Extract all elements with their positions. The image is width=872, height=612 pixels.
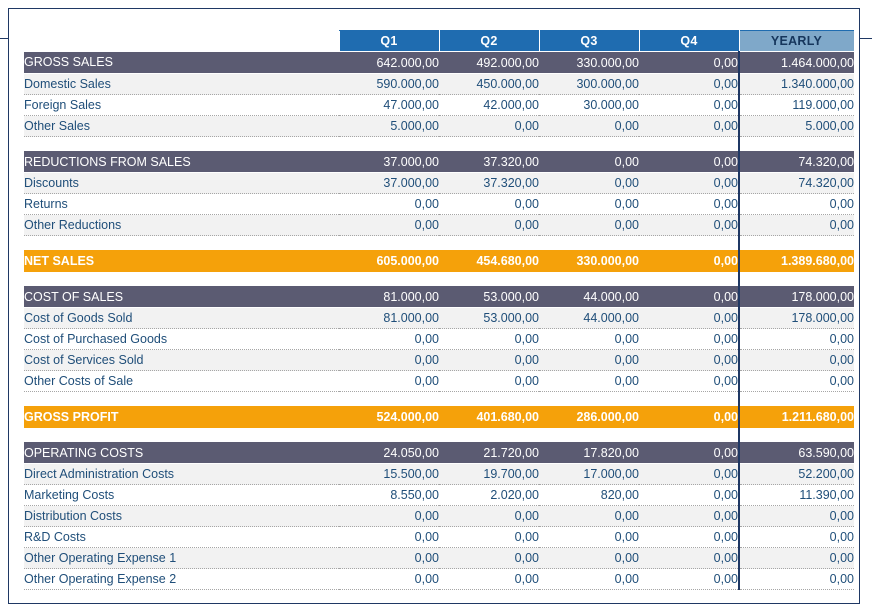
row-label: Other Reductions	[24, 215, 339, 236]
spacer-cell	[439, 236, 539, 251]
cell-q3[interactable]: 0,00	[539, 116, 639, 137]
table-row[interactable]	[24, 548, 854, 569]
row-label: Other Operating Expense 1	[24, 548, 339, 569]
cell-q4[interactable]: 0,00	[639, 286, 739, 308]
table-row[interactable]	[24, 506, 854, 527]
row-label: Other Sales	[24, 116, 339, 137]
cell-q1[interactable]: 0,00	[339, 215, 439, 236]
section-row[interactable]	[24, 286, 854, 308]
row-label: Marketing Costs	[24, 485, 339, 506]
page-rule-left	[0, 38, 9, 39]
table-row[interactable]	[24, 173, 854, 194]
cell-q2[interactable]: 21.720,00	[439, 442, 539, 464]
spacer-cell	[24, 428, 339, 442]
cell-q3[interactable]: 300.000,00	[539, 74, 639, 95]
spacer-cell	[339, 137, 439, 152]
cell-yearly[interactable]: 119.000,00	[739, 95, 854, 116]
cell-yearly[interactable]: 0,00	[739, 506, 854, 527]
spacer-cell	[539, 137, 639, 152]
cell-yearly[interactable]: 178.000,00	[739, 308, 854, 329]
cell-q1[interactable]: 0,00	[339, 527, 439, 548]
row-label: Cost of Goods Sold	[24, 308, 339, 329]
cell-q2[interactable]: 0,00	[439, 116, 539, 137]
table-row[interactable]	[24, 308, 854, 329]
cell-q3[interactable]: 0,00	[539, 527, 639, 548]
row-label: Foreign Sales	[24, 95, 339, 116]
section-row[interactable]	[24, 151, 854, 173]
spacer-cell	[439, 428, 539, 442]
cell-q3[interactable]: 286.000,00	[539, 406, 639, 428]
spacer-cell	[339, 428, 439, 442]
spacer-cell	[539, 272, 639, 286]
cell-q4[interactable]: 0,00	[639, 569, 739, 590]
cell-q1[interactable]: 8.550,00	[339, 485, 439, 506]
row-label: GROSS PROFIT	[24, 406, 339, 428]
cell-q2[interactable]: 53.000,00	[439, 286, 539, 308]
spacer-cell	[439, 392, 539, 407]
row-label: Discounts	[24, 173, 339, 194]
cell-q1[interactable]: 524.000,00	[339, 406, 439, 428]
cell-q2[interactable]: 2.020,00	[439, 485, 539, 506]
section-row[interactable]	[24, 442, 854, 464]
cell-yearly[interactable]: 0,00	[739, 569, 854, 590]
cell-q3[interactable]: 0,00	[539, 548, 639, 569]
table-row[interactable]	[24, 329, 854, 350]
cell-q1[interactable]: 15.500,00	[339, 464, 439, 485]
cell-yearly[interactable]: 0,00	[739, 194, 854, 215]
spacer-cell	[339, 392, 439, 407]
cell-q2[interactable]: 0,00	[439, 548, 539, 569]
cell-q1[interactable]: 0,00	[339, 350, 439, 371]
cell-q4[interactable]: 0,00	[639, 527, 739, 548]
spacer-cell	[539, 236, 639, 251]
cell-q1[interactable]: 0,00	[339, 329, 439, 350]
row-label: Distribution Costs	[24, 506, 339, 527]
table-body	[24, 52, 854, 590]
page-rule-right	[860, 38, 872, 39]
spacer-cell	[539, 428, 639, 442]
header-row	[24, 31, 854, 52]
spacer-row	[24, 272, 854, 286]
cell-q3[interactable]: 44.000,00	[539, 286, 639, 308]
cell-q2[interactable]: 0,00	[439, 350, 539, 371]
row-label: GROSS SALES	[24, 52, 339, 74]
section-row[interactable]	[24, 52, 854, 74]
spacer-row	[24, 236, 854, 251]
table-header	[24, 31, 854, 52]
column-header-yearly[interactable]: YEARLY	[739, 31, 854, 52]
row-label: Returns	[24, 194, 339, 215]
table-row[interactable]	[24, 74, 854, 95]
table-row[interactable]	[24, 527, 854, 548]
column-header-q2[interactable]: Q2	[439, 31, 539, 52]
table-row[interactable]	[24, 464, 854, 485]
cell-q2[interactable]: 0,00	[439, 194, 539, 215]
cell-q4[interactable]: 0,00	[639, 464, 739, 485]
spacer-cell	[539, 392, 639, 407]
spacer-cell	[24, 392, 339, 407]
cell-q2[interactable]: 0,00	[439, 371, 539, 392]
cell-yearly[interactable]: 0,00	[739, 371, 854, 392]
cell-yearly[interactable]: 0,00	[739, 215, 854, 236]
cell-q3[interactable]: 820,00	[539, 485, 639, 506]
cell-q4[interactable]: 0,00	[639, 116, 739, 137]
cell-q1[interactable]: 81.000,00	[339, 308, 439, 329]
cell-q2[interactable]: 454.680,00	[439, 250, 539, 272]
cell-q2[interactable]: 0,00	[439, 506, 539, 527]
cell-q1[interactable]: 37.000,00	[339, 173, 439, 194]
cell-yearly[interactable]: 11.390,00	[739, 485, 854, 506]
table-row[interactable]	[24, 194, 854, 215]
cell-yearly[interactable]: 0,00	[739, 329, 854, 350]
cell-q2[interactable]: 0,00	[439, 215, 539, 236]
cell-q1[interactable]: 0,00	[339, 194, 439, 215]
cell-q4[interactable]: 0,00	[639, 173, 739, 194]
cell-q1[interactable]: 605.000,00	[339, 250, 439, 272]
column-header-q3[interactable]: Q3	[539, 31, 639, 52]
spacer-cell	[639, 272, 739, 286]
total-row[interactable]	[24, 406, 854, 428]
table-row[interactable]	[24, 371, 854, 392]
cell-q3[interactable]: 330.000,00	[539, 52, 639, 74]
spacer-cell	[639, 137, 739, 152]
cell-q4[interactable]: 0,00	[639, 485, 739, 506]
cell-q3[interactable]: 17.000,00	[539, 464, 639, 485]
cell-q1[interactable]: 24.050,00	[339, 442, 439, 464]
cell-q3[interactable]: 330.000,00	[539, 250, 639, 272]
table-row[interactable]	[24, 569, 854, 590]
row-label: Cost of Purchased Goods	[24, 329, 339, 350]
cell-yearly[interactable]: 0,00	[739, 527, 854, 548]
cell-q2[interactable]: 19.700,00	[439, 464, 539, 485]
cell-q2[interactable]: 0,00	[439, 329, 539, 350]
cell-q3[interactable]: 44.000,00	[539, 308, 639, 329]
spacer-cell	[24, 137, 339, 152]
spacer-cell	[439, 137, 539, 152]
column-header-label	[24, 31, 339, 52]
cell-q4[interactable]: 0,00	[639, 506, 739, 527]
cell-q4[interactable]: 0,00	[639, 250, 739, 272]
row-label: Other Costs of Sale	[24, 371, 339, 392]
cell-q2[interactable]: 37.320,00	[439, 151, 539, 173]
cell-q4[interactable]: 0,00	[639, 95, 739, 116]
spacer-cell	[739, 428, 854, 442]
cell-q2[interactable]: 0,00	[439, 527, 539, 548]
cell-q4[interactable]: 0,00	[639, 350, 739, 371]
cell-yearly[interactable]: 52.200,00	[739, 464, 854, 485]
cell-yearly[interactable]: 0,00	[739, 548, 854, 569]
cell-q4[interactable]: 0,00	[639, 194, 739, 215]
cell-q3[interactable]: 30.000,00	[539, 95, 639, 116]
cell-q4[interactable]: 0,00	[639, 52, 739, 74]
cell-q4[interactable]: 0,00	[639, 371, 739, 392]
spacer-row	[24, 137, 854, 152]
cell-yearly[interactable]: 74.320,00	[739, 173, 854, 194]
cell-q2[interactable]: 492.000,00	[439, 52, 539, 74]
spacer-cell	[639, 428, 739, 442]
cell-q4[interactable]: 0,00	[639, 442, 739, 464]
total-row[interactable]	[24, 250, 854, 272]
cell-q3[interactable]: 0,00	[539, 569, 639, 590]
cell-q4[interactable]: 0,00	[639, 215, 739, 236]
spacer-cell	[339, 236, 439, 251]
spacer-cell	[639, 236, 739, 251]
cell-q4[interactable]: 0,00	[639, 308, 739, 329]
cell-q2[interactable]: 53.000,00	[439, 308, 539, 329]
profit-and-loss-table	[24, 30, 855, 590]
cell-yearly[interactable]: 1.211.680,00	[739, 406, 854, 428]
spacer-cell	[739, 272, 854, 286]
spacer-row	[24, 428, 854, 442]
cell-q3[interactable]: 0,00	[539, 151, 639, 173]
spacer-cell	[739, 392, 854, 407]
row-label: COST OF SALES	[24, 286, 339, 308]
row-label: REDUCTIONS FROM SALES	[24, 151, 339, 173]
cell-q2[interactable]: 401.680,00	[439, 406, 539, 428]
cell-yearly[interactable]: 0,00	[739, 350, 854, 371]
cell-q4[interactable]: 0,00	[639, 406, 739, 428]
cell-q1[interactable]: 81.000,00	[339, 286, 439, 308]
cell-q3[interactable]: 0,00	[539, 371, 639, 392]
column-header-q1[interactable]: Q1	[339, 31, 439, 52]
cell-q3[interactable]: 0,00	[539, 194, 639, 215]
spacer-cell	[24, 236, 339, 251]
table-row[interactable]	[24, 350, 854, 371]
table-row[interactable]	[24, 116, 854, 137]
spacer-row	[24, 392, 854, 407]
spacer-cell	[339, 272, 439, 286]
cell-q2[interactable]: 42.000,00	[439, 95, 539, 116]
column-header-q4[interactable]: Q4	[639, 31, 739, 52]
cell-q3[interactable]: 0,00	[539, 173, 639, 194]
cell-q2[interactable]: 37.320,00	[439, 173, 539, 194]
cell-q4[interactable]: 0,00	[639, 151, 739, 173]
spacer-cell	[439, 272, 539, 286]
cell-yearly[interactable]: 1.464.000,00	[739, 52, 854, 74]
cell-q1[interactable]: 642.000,00	[339, 52, 439, 74]
cell-q1[interactable]: 0,00	[339, 371, 439, 392]
cell-q3[interactable]: 0,00	[539, 329, 639, 350]
row-label: R&D Costs	[24, 527, 339, 548]
cell-q1[interactable]: 37.000,00	[339, 151, 439, 173]
cell-yearly[interactable]: 1.340.000,00	[739, 74, 854, 95]
spacer-cell	[639, 392, 739, 407]
spacer-cell	[24, 272, 339, 286]
spacer-cell	[739, 137, 854, 152]
cell-q3[interactable]: 0,00	[539, 506, 639, 527]
cell-q1[interactable]: 590.000,00	[339, 74, 439, 95]
table-row[interactable]	[24, 485, 854, 506]
table-row[interactable]	[24, 215, 854, 236]
cell-q3[interactable]: 0,00	[539, 350, 639, 371]
cell-q1[interactable]: 0,00	[339, 506, 439, 527]
cell-q2[interactable]: 450.000,00	[439, 74, 539, 95]
cell-q1[interactable]: 0,00	[339, 548, 439, 569]
row-label: Cost of Services Sold	[24, 350, 339, 371]
cell-yearly[interactable]: 1.389.680,00	[739, 250, 854, 272]
cell-yearly[interactable]: 74.320,00	[739, 151, 854, 173]
cell-q4[interactable]: 0,00	[639, 548, 739, 569]
cell-q3[interactable]: 0,00	[539, 215, 639, 236]
row-label: Other Operating Expense 2	[24, 569, 339, 590]
cell-q3[interactable]: 17.820,00	[539, 442, 639, 464]
row-label: NET SALES	[24, 250, 339, 272]
cell-yearly[interactable]: 5.000,00	[739, 116, 854, 137]
row-label: OPERATING COSTS	[24, 442, 339, 464]
row-label: Domestic Sales	[24, 74, 339, 95]
cell-q1[interactable]: 5.000,00	[339, 116, 439, 137]
table-row[interactable]	[24, 95, 854, 116]
cell-q1[interactable]: 47.000,00	[339, 95, 439, 116]
spacer-cell	[739, 236, 854, 251]
cell-q2[interactable]: 0,00	[439, 569, 539, 590]
cell-q4[interactable]: 0,00	[639, 74, 739, 95]
cell-q4[interactable]: 0,00	[639, 329, 739, 350]
cell-q1[interactable]: 0,00	[339, 569, 439, 590]
cell-yearly[interactable]: 63.590,00	[739, 442, 854, 464]
row-label: Direct Administration Costs	[24, 464, 339, 485]
cell-yearly[interactable]: 178.000,00	[739, 286, 854, 308]
